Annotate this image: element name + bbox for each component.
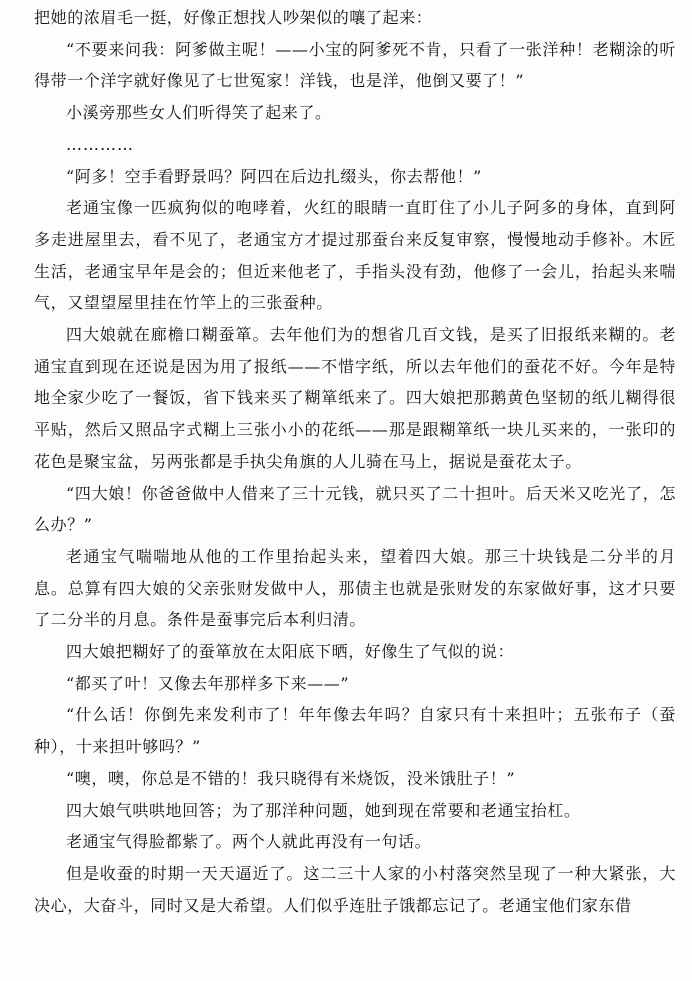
ellipsis-separator: ………… bbox=[66, 134, 134, 154]
paragraph-12: “噢，噢，你总是不错的！我只晓得有米烧饭，没米饿肚子！” bbox=[66, 768, 516, 788]
paragraph-15: 但是收蚕的时期一天天逼近了。这二三十人家的小村落突然呈现了一种大紧张，大决心，大奋斗，同时又是大希望。人们似乎连肚子饿都忘记了。老通宝他们家东借 bbox=[34, 863, 676, 915]
paragraph-13: 四大娘气哄哄地回答；为了那洋种问题，她到现在常要和老通宝抬杠。 bbox=[66, 800, 581, 820]
paragraph-11: “什么话！你倒先来发利市了！年年像去年吗？自家只有十来担叶；五张布子（蚕种），十来担叶够吗？” bbox=[34, 705, 676, 757]
paragraph-7: “四大娘！你爸爸做中人借来了三十元钱，就只买了二十担叶。后天米又吃光了，怎么办？” bbox=[34, 483, 676, 535]
paragraph-8: 老通宝气喘喘地从他的工作里抬起头来，望着四大娘。那三十块钱是二分半的月息。总算有四大娘的父亲张财发做中人，那债主也就是张财发的东家做好事，这才只要了二分半的月息。条件是蚕事完后本利归清。 bbox=[34, 546, 676, 630]
paragraph-10: “都买了叶！又像去年那样多下来——” bbox=[66, 673, 350, 693]
paragraph-1: 把她的浓眉毛一挺，好像正想找人吵架似的嚷了起来： bbox=[34, 8, 433, 27]
paragraph-5: 老通宝像一匹疯狗似的咆哮着，火红的眼睛一直盯住了小儿子阿多的身体，直到阿多走进屋里去，看不见了，老通宝方才提过那蚕台来反复审察，慢慢地动手修补。木匠生活，老通宝早年是会的；但近来他老了，手指头没有劲，他修了一会儿，抬起头来喘气，又望望屋里挂在竹竿上的三张蚕种。 bbox=[34, 198, 676, 313]
paragraph-4: “阿多！空手看野景吗？阿四在后边扎缀头，你去帮他！” bbox=[66, 166, 482, 186]
paragraph-3: 小溪旁那些女人们听得笑了起来了。 bbox=[66, 103, 332, 123]
paragraph-6: 四大娘就在廊檐口糊蚕箪。去年他们为的想省几百文钱，是买了旧报纸来糊的。老通宝直到现在还说是因为用了报纸——不惜字纸，所以去年他们的蚕花不好。今年是特地全家少吃了一餐饭，省下钱来买了糊箪纸来了。四大娘把那鹅黄色坚韧的纸儿糊得很平贴，然后又照品字式糊上三张小小的花纸——那是跟糊箪纸一块儿买来的，一张印的花色是聚宝盆，另两张都是手执尖角旗的人儿骑在马上，据说是蚕花太子。 bbox=[34, 325, 676, 471]
paragraph-9: 四大娘把糊好了的蚕箪放在太阳底下晒，好像生了气似的说： bbox=[66, 642, 515, 662]
paragraph-2: “不要来问我：阿爹做主呢！——小宝的阿爹死不肯，只看了一张洋种！老糊涂的听得带一个洋字就好像见了七世冤家！洋钱，也是洋，他倒又要了！” bbox=[34, 39, 676, 91]
paragraph-14: 老通宝气得脸都紫了。两个人就此再没有一句话。 bbox=[66, 832, 432, 852]
